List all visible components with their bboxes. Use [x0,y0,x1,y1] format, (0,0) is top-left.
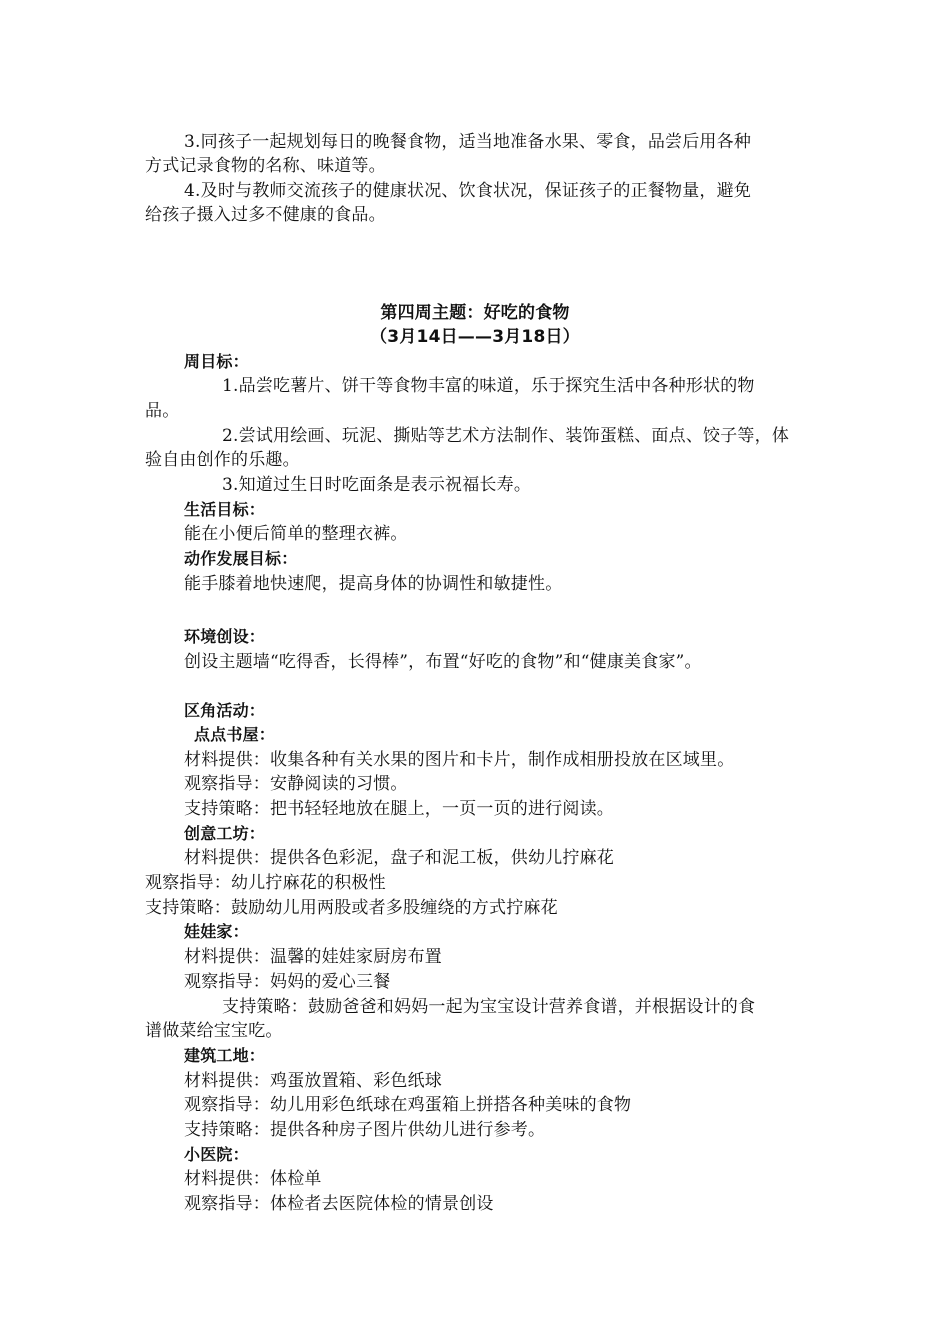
construction-material: 材料提供：鸡蛋放置箱、彩色纸球 [184,1071,442,1091]
weekly-goal-3: 3.知道过生日时吃面条是表示祝福长寿。 [222,475,532,495]
construction-site-heading: 建筑工地： [184,1046,266,1065]
clinic-material: 材料提供：体检单 [184,1169,322,1189]
parent-tip-4-line1: 4.及时与教师交流孩子的健康状况、饮食状况，保证孩子的正餐物量，避免 [184,181,752,201]
parent-tip-4-line2: 给孩子摄入过多不健康的食品。 [145,205,386,225]
motor-goal-text: 能手膝着地快速爬，提高身体的协调性和敏捷性。 [184,574,563,594]
craft-workshop-heading: 创意工坊： [184,824,266,843]
life-goal-text: 能在小便后简单的整理衣裤。 [184,524,408,544]
weekly-goal-1-line2: 品。 [145,401,180,421]
environment-text: 创设主题墙“吃得香，长得棒”，布置“好吃的食物”和“健康美食家”。 [184,652,702,672]
life-goal-heading: 生活目标： [184,500,266,519]
doll-material: 材料提供：温馨的娃娃家厨房布置 [184,947,442,967]
craft-observe: 观察指导：幼儿拧麻花的积极性 [145,873,386,893]
week-date-range: （3月14日——3月18日） [370,327,580,347]
weekly-goal-2-line2: 验自由创作的乐趣。 [145,450,300,470]
parent-tip-3-line1: 3.同孩子一起规划每日的晚餐食物，适当地准备水果、零食，品尝后用各种 [184,132,752,152]
books-observe: 观察指导：安静阅读的习惯。 [184,774,408,794]
doll-support-line1: 支持策略：鼓励爸爸和妈妈一起为宝宝设计营养食谱，并根据设计的食 [222,997,756,1017]
area-activities-heading: 区角活动： [184,701,266,720]
clinic-heading: 小医院： [184,1145,249,1164]
construction-support: 支持策略：提供各种房子图片供幼儿进行参考。 [184,1120,546,1140]
clinic-observe: 观察指导：体检者去医院体检的情景创设 [184,1194,494,1214]
doll-house-heading: 娃娃家： [184,922,249,941]
books-material: 材料提供：收集各种有关水果的图片和卡片，制作成相册投放在区域里。 [184,750,735,770]
weekly-goal-1-line1: 1.品尝吃薯片、饼干等食物丰富的味道，乐于探究生活中各种形状的物 [222,376,755,396]
weekly-goals-heading: 周目标： [184,352,249,371]
books-support: 支持策略：把书轻轻地放在腿上，一页一页的进行阅读。 [184,799,614,819]
craft-material: 材料提供：提供各色彩泥，盘子和泥工板，供幼儿拧麻花 [184,848,614,868]
doll-observe: 观察指导：妈妈的爱心三餐 [184,972,391,992]
week-theme-title: 第四周主题：好吃的食物 [380,303,570,323]
weekly-goal-2-line1: 2.尝试用绘画、玩泥、撕贴等艺术方法制作、装饰蛋糕、面点、饺子等，体 [222,426,790,446]
craft-support: 支持策略：鼓励幼儿用两股或者多股缠绕的方式拧麻花 [145,898,558,918]
books-corner-heading: 点点书屋： [194,725,276,744]
construction-observe: 观察指导：幼儿用彩色纸球在鸡蛋箱上拼搭各种美味的食物 [184,1095,632,1115]
environment-heading: 环境创设： [184,627,266,646]
motor-goal-heading: 动作发展目标： [184,549,298,568]
parent-tip-3-line2: 方式记录食物的名称、味道等。 [145,156,386,176]
doll-support-line2: 谱做菜给宝宝吃。 [145,1021,283,1041]
